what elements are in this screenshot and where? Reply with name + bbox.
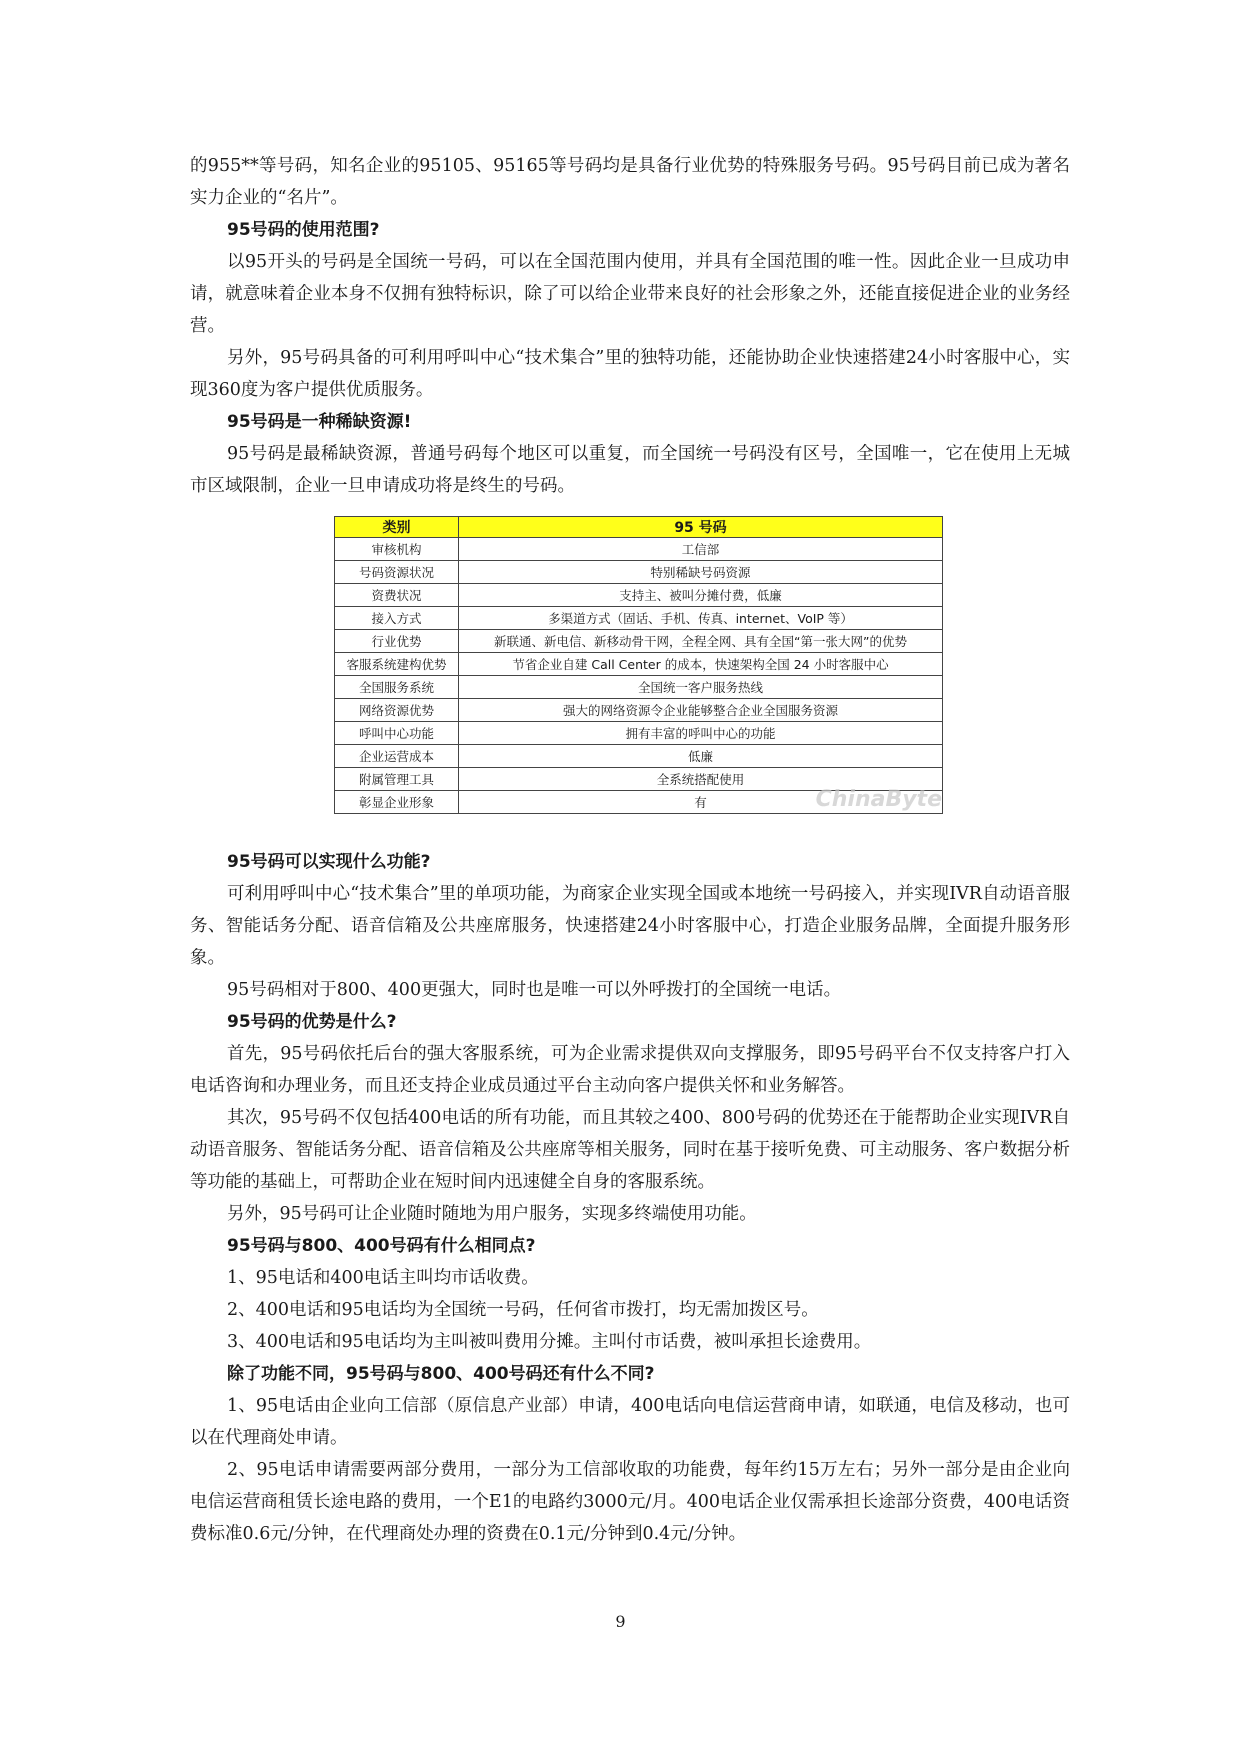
body-paragraph: 3、400电话和95电话均为主叫被叫费用分摊。主叫付市话费，被叫承担长途费用。: [227, 1332, 872, 1352]
comparison-table: [334, 516, 943, 814]
table-row: [335, 699, 943, 722]
table-cell-category: 客服系统建构优势: [335, 653, 459, 676]
table-cell-category: 附属管理工具: [335, 768, 459, 791]
table-row: [335, 676, 943, 699]
body-paragraph: 2、400电话和95电话均为全国统一号码，任何省市拨打，均无需加拨区号。: [227, 1300, 819, 1320]
section-heading: 95号码是一种稀缺资源!: [227, 412, 412, 432]
table-cell-value: 强大的网络资源令企业能够整合企业全国服务资源: [459, 699, 943, 722]
table-cell-category: 网络资源优势: [335, 699, 459, 722]
body-paragraph: 1、95电话由企业向工信部（原信息产业部）申请，400电话向电信运营商申请，如联通，电信及移动，也可以在代理商处申请。: [190, 1396, 1070, 1448]
table-cell-value: 工信部: [459, 538, 943, 561]
table-header-95-number: 95 号码: [459, 517, 943, 538]
table-cell-category: 彰显企业形象: [335, 791, 459, 814]
body-paragraph: 另外，95号码具备的可利用呼叫中心“技术集合”里的独特功能，还能协助企业快速搭建24小时客服中心，实现360度为客户提供优质服务。: [190, 348, 1070, 400]
table-cell-value: 新联通、新电信、新移动骨干网，全程全网、具有全国“第一张大网”的优势: [459, 630, 943, 653]
body-paragraph: 的955**等号码，知名企业的95105、95165等号码均是具备行业优势的特殊服务号码。95号码目前已成为著名实力企业的“名片”。: [190, 156, 1070, 208]
table-header-category: 类别: [335, 517, 459, 538]
table-row: [335, 607, 943, 630]
table-cell-category: 全国服务系统: [335, 676, 459, 699]
body-paragraph: 1、95电话和400电话主叫均市话收费。: [227, 1268, 539, 1288]
body-paragraph: 2、95电话申请需要两部分费用，一部分为工信部收取的功能费，每年约15万左右；另外一部分是由企业向电信运营商租赁长途电路的费用，一个E1的电路约3000元/月。400电话企业仅需承担长途部分资费，400电话资费标准0.6元/分钟，在代理商处办理的资费在0.1元/分钟到0.4元/分钟。: [190, 1460, 1070, 1544]
table-row: [335, 653, 943, 676]
table-row: [335, 630, 943, 653]
table-cell-value: 节省企业自建 Call Center 的成本，快速架构全国 24 小时客服中心: [459, 653, 943, 676]
body-paragraph: 首先，95号码依托后台的强大客服系统，可为企业需求提供双向支撑服务，即95号码平台不仅支持客户打入电话咨询和办理业务，而且还支持企业成员通过平台主动向客户提供关怀和业务解答。: [190, 1044, 1070, 1096]
table-row: [335, 584, 943, 607]
section-heading: 95号码可以实现什么功能?: [227, 852, 431, 872]
table-cell-value: 拥有丰富的呼叫中心的功能: [459, 722, 943, 745]
body-paragraph: 95号码是最稀缺资源，普通号码每个地区可以重复，而全国统一号码没有区号，全国唯一，它在使用上无城市区域限制，企业一旦申请成功将是终生的号码。: [190, 444, 1070, 496]
table-cell-value: 支持主、被叫分摊付费，低廉: [459, 584, 943, 607]
section-heading: 95号码的使用范围?: [227, 220, 380, 240]
table-cell-value: 有: [459, 791, 943, 814]
page-number: 9: [615, 1612, 626, 1631]
table-cell-category: 资费状况: [335, 584, 459, 607]
section-heading: 95号码的优势是什么?: [227, 1012, 397, 1032]
body-paragraph: 以95开头的号码是全国统一号码，可以在全国范围内使用，并具有全国范围的唯一性。因此企业一旦成功申请，就意味着企业本身不仅拥有独特标识，除了可以给企业带来良好的社会形象之外，还能直接促进企业的业务经营。: [190, 252, 1070, 336]
chinabyte-watermark: ChinaByte: [815, 787, 942, 812]
body-paragraph: 其次，95号码不仅包括400电话的所有功能，而且其较之400、800号码的优势还在于能帮助企业实现IVR自动语音服务、智能话务分配、语音信箱及公共座席等相关服务，同时在基于接听免费、可主动服务、客户数据分析等功能的基础上，可帮助企业在短时间内迅速健全自身的客服系统。: [190, 1108, 1070, 1192]
text-block-bottom: [190, 846, 1070, 1550]
text-block-top: [190, 150, 1070, 502]
table-cell-value: 多渠道方式（固话、手机、传真、internet、VoIP 等）: [459, 607, 943, 630]
table-cell-category: 企业运营成本: [335, 745, 459, 768]
table-cell-category: 呼叫中心功能: [335, 722, 459, 745]
table-cell-value: 低廉: [459, 745, 943, 768]
table-cell-value: 全系统搭配使用: [459, 768, 943, 791]
section-heading: 除了功能不同，95号码与800、400号码还有什么不同?: [227, 1364, 655, 1384]
table-cell-value: 特别稀缺号码资源: [459, 561, 943, 584]
table-row: [335, 561, 943, 584]
body-paragraph: 95号码相对于800、400更强大，同时也是唯一可以外呼拨打的全国统一电话。: [227, 980, 842, 1000]
table-cell-category: 号码资源状况: [335, 561, 459, 584]
table-cell-category: 行业优势: [335, 630, 459, 653]
table-cell-value: 全国统一客户服务热线: [459, 676, 943, 699]
document-page: [190, 150, 1070, 1550]
body-paragraph: 另外，95号码可让企业随时随地为用户服务，实现多终端使用功能。: [227, 1204, 757, 1224]
table-row: [335, 722, 943, 745]
table-row: [335, 745, 943, 768]
table-row: [335, 538, 943, 561]
table-cell-category: 接入方式: [335, 607, 459, 630]
section-heading: 95号码与800、400号码有什么相同点?: [227, 1236, 536, 1256]
comparison-table-wrapper: [334, 516, 942, 814]
table-header-row: [335, 517, 943, 538]
body-paragraph: 可利用呼叫中心“技术集合”里的单项功能，为商家企业实现全国或本地统一号码接入，并实现IVR自动语音服务、智能话务分配、语音信箱及公共座席服务，快速搭建24小时客服中心，打造企业服务品牌，全面提升服务形象。: [190, 884, 1070, 968]
table-cell-category: 审核机构: [335, 538, 459, 561]
